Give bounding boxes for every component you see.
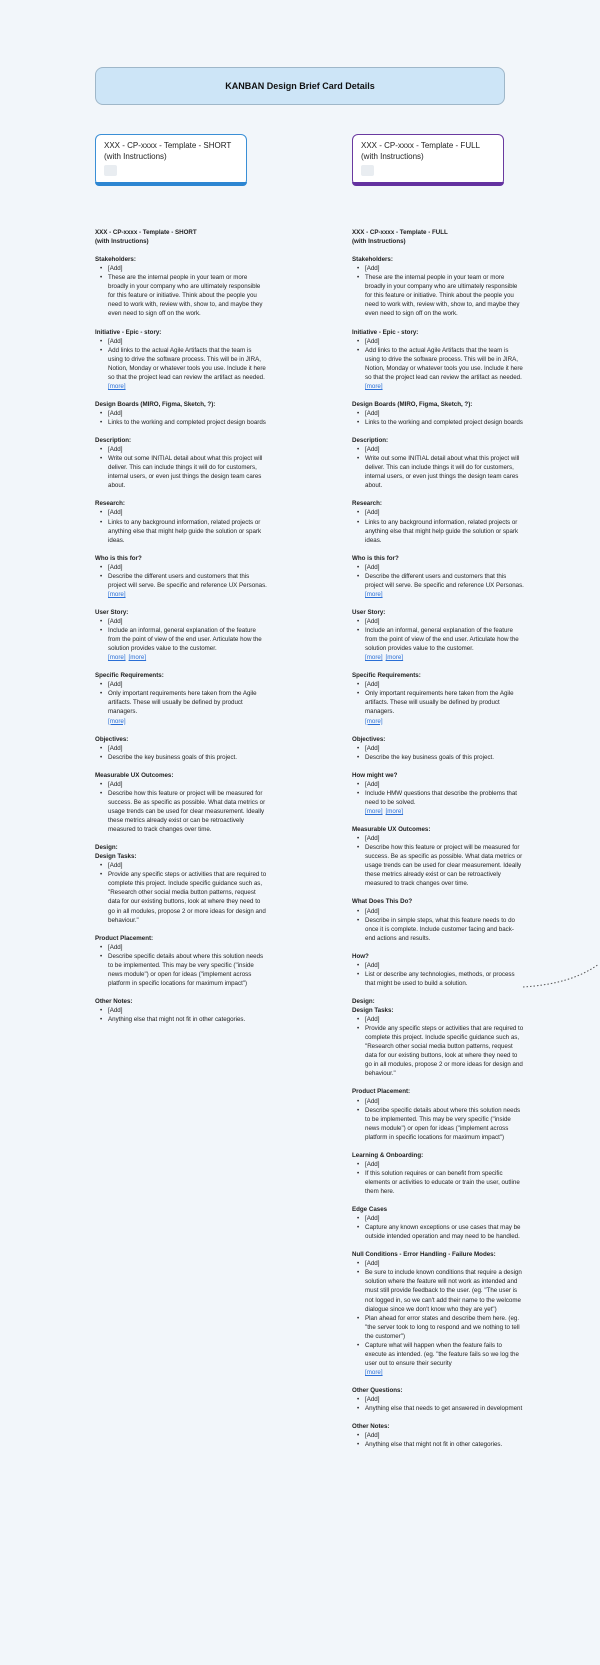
section	[352, 771, 524, 816]
bullet-list	[95, 780, 267, 834]
list-item: • Describe how this feature or project will be measured for success. Be as specific as possible. What data metrics or usage trends can be used for clear measurement. Ideally these metrics already exist or can be retroactively measured to track changes over time.	[365, 843, 524, 888]
section-heading: Learning & Onboarding:	[352, 1151, 424, 1159]
section	[352, 671, 524, 725]
more-links	[95, 717, 267, 726]
card-title: XXX - CP-xxxx - Template - SHORT	[104, 141, 232, 150]
list-item: • [Add]	[365, 563, 524, 572]
section-heading: Initiative - Epic - story:	[352, 328, 419, 336]
list-item: • [Add]	[365, 961, 524, 970]
section	[95, 671, 267, 725]
section-heading: Design Boards (MIRO, Figma, Sketch, ?):	[352, 400, 473, 408]
section	[95, 934, 267, 988]
list-item: • [Add]	[365, 1395, 524, 1404]
column-title: XXX - CP-xxxx - Template - SHORT	[95, 229, 197, 236]
list-item: • Describe the key business goals of this project.	[108, 753, 267, 762]
more-links	[352, 590, 524, 599]
section-heading: User Story:	[95, 608, 129, 616]
list-item: • Links to any background information, related projects or anything else that might help guide the solution or spark ideas.	[108, 518, 267, 545]
section-heading: Description:	[352, 437, 389, 445]
section-heading: Research:	[95, 500, 125, 508]
section-heading: User Story:	[352, 608, 386, 616]
bullet-list	[352, 1259, 524, 1368]
section-heading: Design Boards (MIRO, Figma, Sketch, ?):	[95, 400, 216, 408]
section	[352, 554, 524, 599]
list-item: • [Add]	[108, 508, 267, 517]
list-item: • [Add]	[108, 943, 267, 952]
section	[95, 997, 267, 1024]
more-link[interactable]: [more]	[385, 808, 404, 815]
list-item: • Write out some INITIAL detail about what this project will deliver. This can include things it will do for customers, internal users, or even just things the design team cares about.	[108, 454, 267, 490]
list-item: • [Add]	[108, 409, 267, 418]
bullet-list	[352, 445, 524, 490]
section	[352, 1205, 524, 1241]
section-heading: Description:	[95, 437, 132, 445]
section	[352, 1422, 524, 1449]
bullet-list	[352, 744, 524, 762]
section-heading: Design: Design Tasks:	[352, 997, 394, 1015]
section	[95, 608, 267, 662]
list-item: • [Add]	[108, 680, 267, 689]
list-item: • [Add]	[365, 780, 524, 789]
section-heading: Specific Requirements:	[95, 672, 164, 680]
bullet-list	[95, 508, 267, 544]
section-heading: Design: Design Tasks:	[95, 844, 137, 861]
section	[352, 897, 524, 942]
bullet-list	[352, 680, 524, 716]
list-item: • Provide any specific steps or activities that are required to complete this project. Include specific guidance such as, "Research other social media button patterns, request data for our existing buttons, look at where they need to go in all modules, propose 2 or more ideas for design and behaviour."	[108, 870, 267, 924]
list-item: • Add links to the actual Agile Artifacts that the team is using to drive the software process. This will be in JIRA, Notion, Monday or whatever tools you use. Include it here so that the project lead can review the artifact as needed.	[108, 346, 267, 382]
card-accent-bar	[352, 182, 504, 186]
list-item: • These are the internal people in your team or more broadly in your company who are ultimately responsible for this feature or initiative. Think about the people you need to work with, review with, show to, and maybe they even need to sign off on the work.	[365, 273, 524, 318]
more-links	[352, 717, 524, 726]
more-links	[95, 590, 267, 599]
bullet-list	[352, 1160, 524, 1196]
section-heading: Measurable UX Outcomes:	[352, 826, 431, 834]
section	[95, 843, 267, 924]
list-item: • [Add]	[365, 1431, 524, 1440]
list-item: • [Add]	[365, 1259, 524, 1268]
list-item: • Links to the working and completed project design boards	[108, 418, 267, 427]
list-item: • Provide any specific steps or activities that are required to complete this project. Include specific guidance such as, "Research other social media button patterns, request data for our existing buttons, look at where they need to go in all modules, propose 2 or more ideas for design and behaviour."	[365, 1024, 524, 1078]
section	[352, 735, 524, 762]
list-item: • Describe the different users and customers that this project will serve. Be specific and reference UX Personas.	[365, 572, 524, 590]
column-title: XXX - CP-xxxx - Template - FULL	[352, 229, 448, 236]
more-link[interactable]: [more]	[365, 590, 383, 598]
section-heading: Stakeholders:	[95, 256, 136, 264]
card-placeholder	[104, 165, 117, 176]
section-heading: Objectives:	[352, 735, 386, 743]
section	[95, 554, 267, 599]
more-link[interactable]: [more]	[128, 654, 147, 662]
list-item: • Anything else that might not fit in other categories.	[108, 1015, 267, 1024]
section	[352, 255, 524, 318]
card-placeholder	[361, 165, 374, 176]
section	[95, 735, 267, 762]
list-item: • [Add]	[365, 409, 524, 418]
more-link[interactable]: [more]	[385, 654, 404, 662]
list-item: • [Add]	[108, 445, 267, 454]
bullet-list	[352, 1097, 524, 1142]
bullet-list	[95, 337, 267, 382]
bullet-list	[352, 780, 524, 807]
list-item: • Include an informal, general explanation of the feature from the point of view of the end user. Articulate how the solution provides value to the customer.	[365, 626, 524, 653]
more-link[interactable]: [more]	[365, 1368, 383, 1376]
card-full-template[interactable]	[352, 134, 504, 186]
list-item: • Links to the working and completed project design boards	[365, 418, 524, 427]
more-links	[352, 382, 524, 391]
list-item: • [Add]	[108, 563, 267, 572]
list-item: • Describe the key business goals of this project.	[365, 753, 524, 762]
bullet-list	[352, 1015, 524, 1078]
section	[352, 952, 524, 988]
list-item: • Describe specific details about where this solution needs to be implemented. This may be very specific ("inside news module") or open for ideas ("implement across platform in specific locations for maximum impact")	[108, 952, 267, 988]
section-heading: Research:	[352, 500, 382, 508]
more-link[interactable]: [more]	[365, 382, 383, 390]
list-item: • Describe how this feature or project will be measured for success. Be as specific as possible. What data metrics or usage trends can be used for clear measurement. Ideally these metrics already exist or can be retroactively measured to track changes over time.	[108, 789, 267, 834]
section	[95, 771, 267, 834]
list-item: • [Add]	[365, 907, 524, 916]
column-subtitle: (with Instructions)	[95, 238, 149, 246]
more-links	[352, 1368, 524, 1377]
list-item: • [Add]	[365, 617, 524, 626]
list-item: • [Add]	[365, 680, 524, 689]
more-link[interactable]: [more]	[365, 717, 383, 725]
list-item: • [Add]	[365, 1015, 524, 1024]
more-links	[352, 653, 524, 662]
column-subtitle: (with Instructions)	[352, 238, 406, 246]
list-item: • [Add]	[108, 617, 267, 626]
section-heading: Other Notes:	[95, 997, 133, 1005]
section-heading: How?	[352, 952, 369, 960]
more-links	[352, 807, 524, 816]
bullet-list	[352, 409, 524, 427]
more-link[interactable]: [more]	[108, 717, 126, 725]
bullet-list	[95, 680, 267, 716]
list-item: • Capture any known exceptions or use cases that may be outside intended operation and may need to be handled.	[365, 1223, 524, 1241]
section-heading: Stakeholders:	[352, 256, 393, 264]
section-heading: Other Notes:	[352, 1423, 390, 1431]
bullet-list	[352, 563, 524, 590]
section	[352, 608, 524, 662]
card-title: XXX - CP-xxxx - Template - FULL	[361, 141, 480, 150]
section	[95, 255, 267, 318]
list-item: • [Add]	[108, 780, 267, 789]
list-item: • Include HMW questions that describe the problems that need to be solved.	[365, 789, 524, 807]
bullet-list	[352, 907, 524, 943]
list-item: • List or describe any technologies, methods, or process that might be used to build a solution.	[365, 970, 524, 988]
section-heading: Initiative - Epic - story:	[95, 328, 162, 336]
section	[95, 436, 267, 490]
list-item: • Links to any background information, related projects or anything else that might help guide the solution or spark ideas.	[365, 518, 524, 545]
bullet-list	[352, 834, 524, 888]
list-item: • [Add]	[365, 834, 524, 843]
list-item: • [Add]	[108, 744, 267, 753]
card-subtitle: (with Instructions)	[361, 151, 424, 161]
section-heading: Specific Requirements:	[352, 672, 421, 680]
more-link[interactable]: [more]	[365, 654, 383, 662]
list-item: • Capture what will happen when the feature fails to execute as intended. (eg. "the feature fails so we log the user out to ensure their security	[365, 1341, 524, 1368]
bullet-list	[352, 961, 524, 988]
card-short-template[interactable]	[95, 134, 247, 186]
section	[352, 328, 524, 391]
section	[352, 1386, 524, 1413]
section-heading: Null Conditions - Error Handling - Failure Modes:	[352, 1251, 496, 1259]
bullet-list	[95, 943, 267, 988]
list-item: • Anything else that needs to get answered in development	[365, 1404, 524, 1413]
bullet-list	[352, 1395, 524, 1413]
list-item: • [Add]	[365, 1214, 524, 1223]
section	[352, 436, 524, 490]
list-item: • Only important requirements here taken from the Agile artifacts. These will usually be defined by product managers.	[365, 689, 524, 716]
section-heading: Objectives:	[95, 735, 129, 743]
list-item: • If this solution requires or can benefit from specific elements or activities to educate or train the user, outline them here.	[365, 1169, 524, 1196]
section-heading: How might we?	[352, 771, 398, 779]
more-link[interactable]: [more]	[108, 654, 126, 662]
section-heading: Who is this for?	[95, 554, 142, 562]
list-item: • Add links to the actual Agile Artifacts that the team is using to drive the software process. This will be in JIRA, Notion, Monday or whatever tools you use. Include it here so that the project lead can review the artifact as needed.	[365, 346, 524, 382]
short-template-details	[95, 228, 267, 1024]
list-item: • [Add]	[108, 861, 267, 870]
bullet-list	[352, 264, 524, 318]
bullet-list	[95, 445, 267, 490]
list-item: • Describe the different users and customers that this project will serve. Be specific and reference UX Personas.	[108, 572, 267, 590]
list-item: • [Add]	[108, 1006, 267, 1015]
bullet-list	[95, 1006, 267, 1024]
full-template-details	[352, 228, 524, 1449]
bullet-list	[352, 508, 524, 544]
bullet-list	[95, 409, 267, 427]
bullet-list	[95, 861, 267, 924]
list-item: • Include an informal, general explanation of the feature from the point of view of the end user. Articulate how the solution provides value to the customer.	[108, 626, 267, 653]
bullet-list	[95, 744, 267, 762]
list-item: • Describe specific details about where this solution needs to be implemented. This may be very specific ("inside news module") or open for ideas ("implement across platform in specific locations for maximum impact")	[365, 1106, 524, 1142]
bullet-list	[95, 617, 267, 653]
section	[95, 328, 267, 391]
list-item: • [Add]	[365, 445, 524, 454]
section-heading: Product Placement:	[95, 934, 154, 942]
list-item: • Be sure to include known conditions that require a design solution where the feature will not work as intended and must still provide feedback to the user. (eg. "The user is not logged in, so we can't add their name to the welcome dialogue since we don't know who they are yet")	[365, 1268, 524, 1313]
list-item: • [Add]	[365, 337, 524, 346]
section	[352, 1151, 524, 1196]
card-subtitle: (with Instructions)	[104, 151, 167, 161]
section	[352, 499, 524, 544]
list-item: • [Add]	[365, 744, 524, 753]
card-accent-bar	[95, 182, 247, 186]
section-heading: What Does This Do?	[352, 898, 413, 906]
list-item: • [Add]	[365, 1097, 524, 1106]
list-item: • Write out some INITIAL detail about what this project will deliver. This can include things it will do for customers, internal users, or even just things the design team cares about.	[365, 454, 524, 490]
bullet-list	[352, 1214, 524, 1241]
connector-line	[523, 963, 600, 995]
section	[352, 997, 524, 1078]
more-link[interactable]: [more]	[108, 382, 126, 390]
section	[95, 400, 267, 427]
list-item: • Plan ahead for error states and describe them here. (eg. "the server took to long to respond and we nothing to tell the customer")	[365, 1314, 524, 1341]
more-link[interactable]: [more]	[365, 808, 383, 815]
bullet-list	[352, 1431, 524, 1449]
section	[352, 1087, 524, 1141]
bullet-list	[352, 337, 524, 382]
section-heading: Product Placement:	[352, 1088, 411, 1096]
list-item: • [Add]	[365, 1160, 524, 1169]
bullet-list	[95, 563, 267, 590]
more-link[interactable]: [more]	[108, 590, 126, 598]
list-item: • Anything else that might not fit in other categories.	[365, 1440, 524, 1449]
list-item: • These are the internal people in your team or more broadly in your company who are ultimately responsible for this feature or initiative. Think about the people you need to work with, review with, show to, and maybe they even need to sign off on the work.	[108, 273, 267, 318]
list-item: • [Add]	[108, 337, 267, 346]
list-item: • [Add]	[365, 508, 524, 517]
section-heading: Edge Cases	[352, 1206, 388, 1214]
bullet-list	[352, 617, 524, 653]
page-title: KANBAN Design Brief Card Details	[95, 67, 505, 105]
list-item: • [Add]	[108, 264, 267, 273]
more-links	[95, 382, 267, 391]
section-heading: Who is this for?	[352, 554, 399, 562]
section-heading: Measurable UX Outcomes:	[95, 771, 174, 779]
list-item: • Describe in simple steps, what this feature needs to do once it is complete. Include customer facing and back-end actions and results.	[365, 916, 524, 943]
more-links	[95, 653, 267, 662]
section	[95, 499, 267, 544]
section	[352, 1250, 524, 1377]
bullet-list	[95, 264, 267, 318]
section	[352, 825, 524, 888]
section-heading: Other Questions:	[352, 1387, 403, 1394]
section	[352, 400, 524, 427]
list-item: • Only important requirements here taken from the Agile artifacts. These will usually be defined by product managers.	[108, 689, 267, 716]
list-item: • [Add]	[365, 264, 524, 273]
